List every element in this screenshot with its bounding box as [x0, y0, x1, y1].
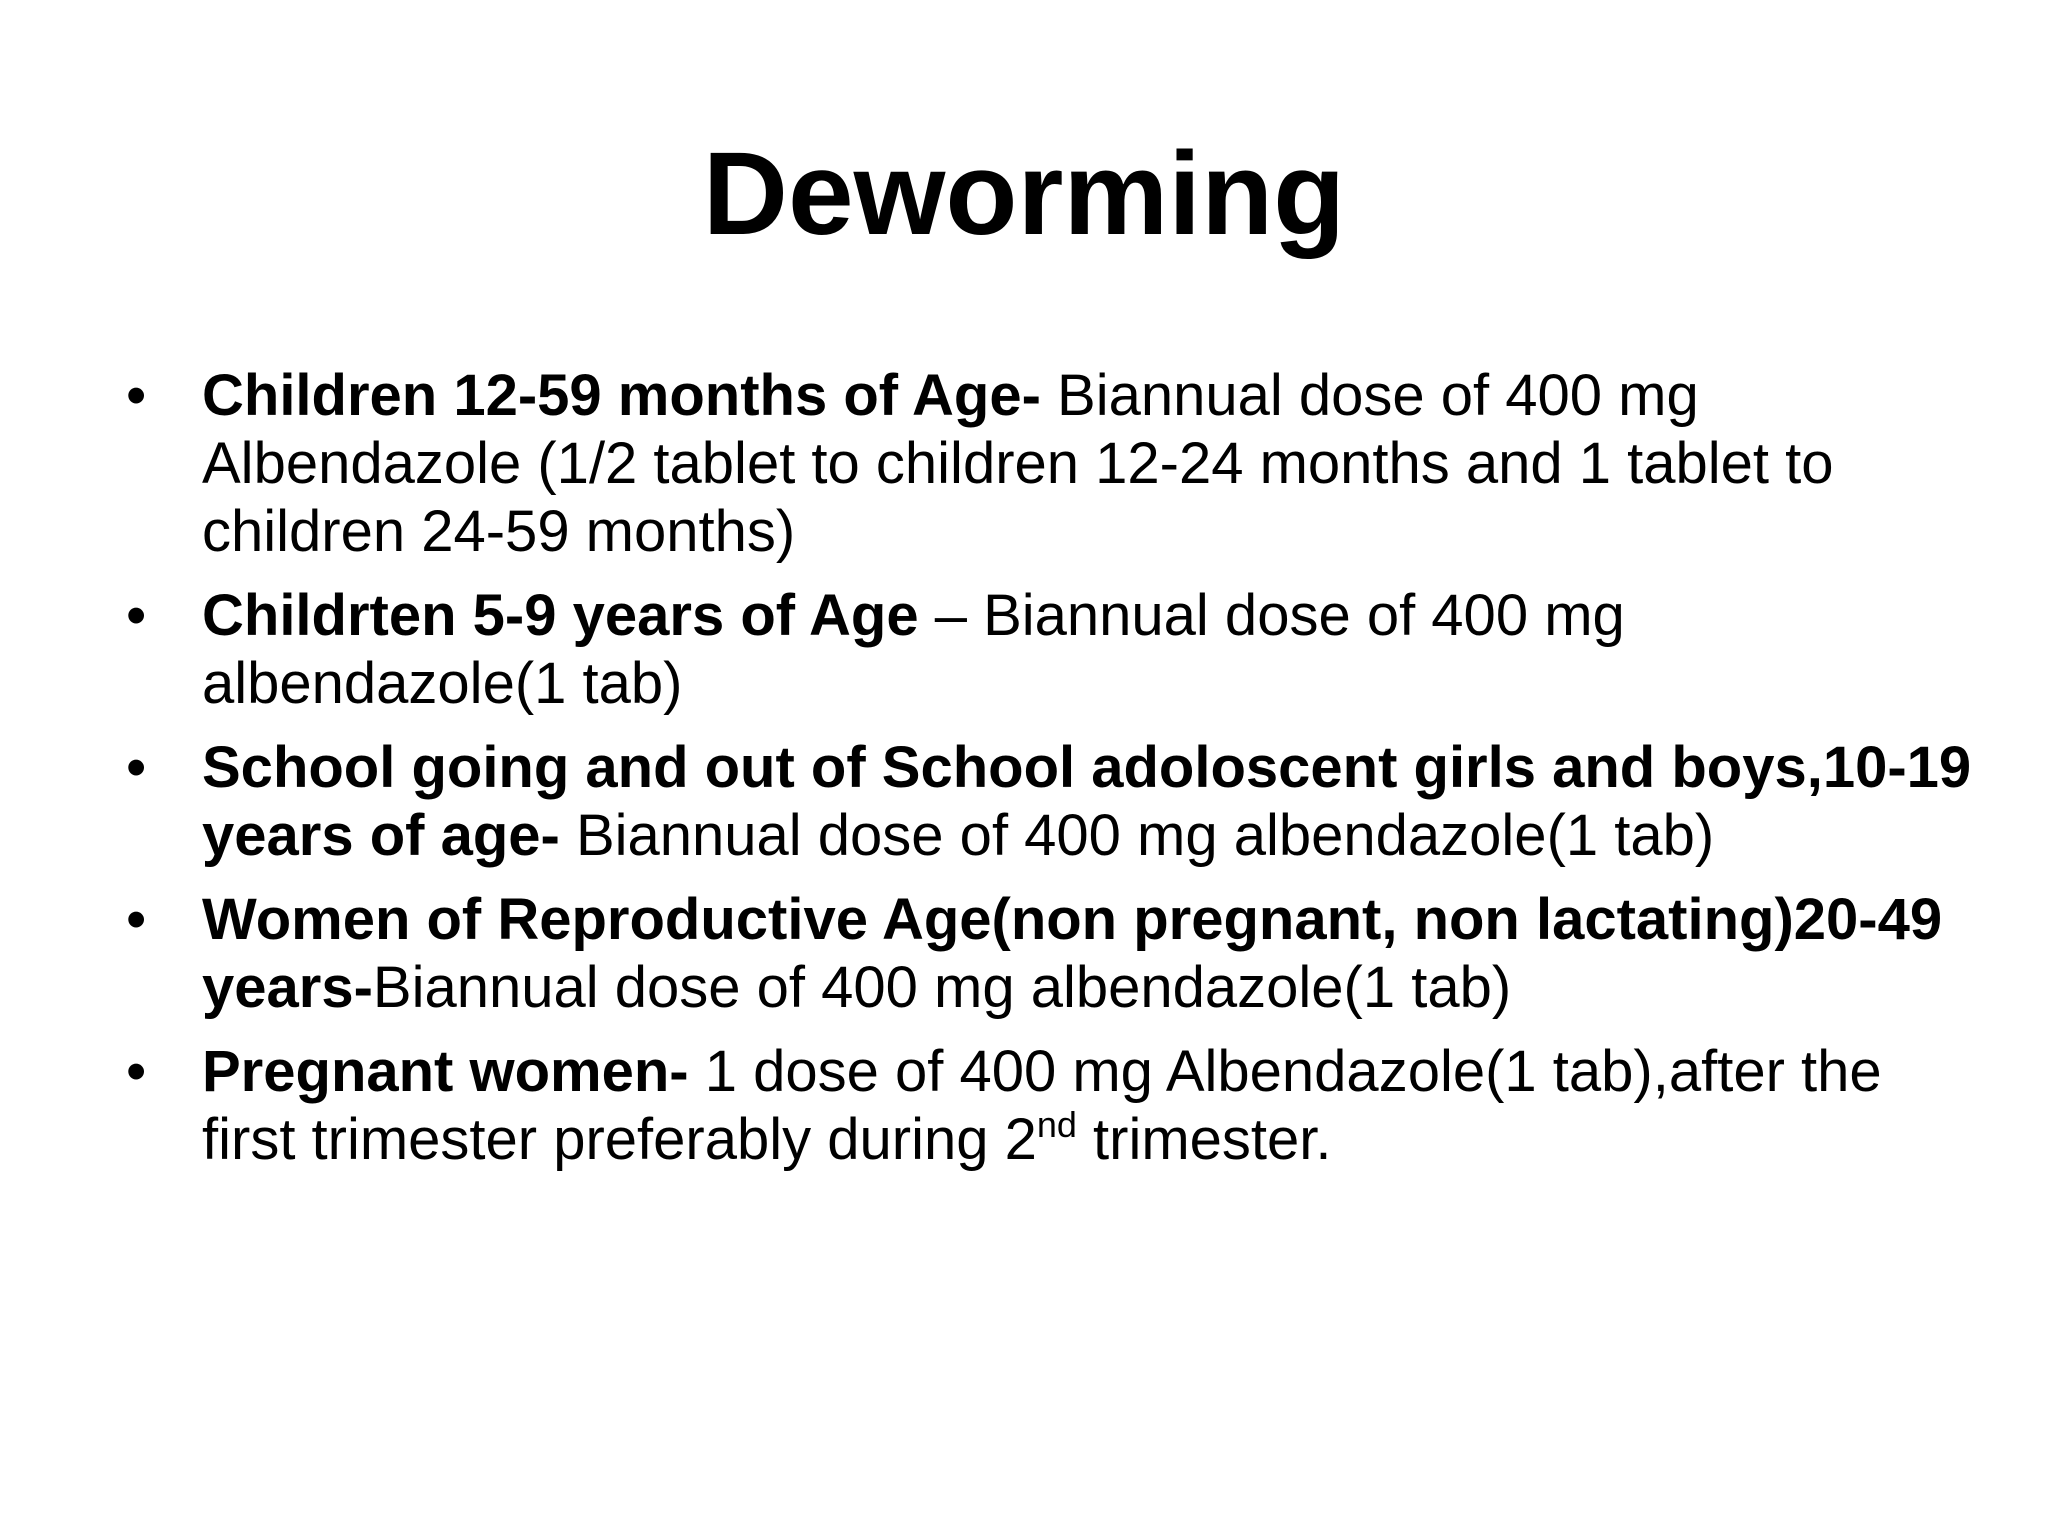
- slide-title: Deworming: [702, 128, 1346, 260]
- bullet-dot-icon: •: [126, 363, 147, 428]
- bullet-list: [120, 362, 1980, 1190]
- bullet-heading: School going and out of School adoloscent girls and boys,10-19 years of age-: [202, 735, 1972, 868]
- bullet-heading: Pregnant women-: [202, 1039, 689, 1104]
- bullet-text: – Biannual dose of 400 mg albendazole(1 tab): [202, 583, 1625, 716]
- bullet-dot-icon: •: [126, 583, 147, 648]
- bullet-dot-icon: •: [126, 1039, 147, 1104]
- bullet-dot-icon: •: [126, 887, 147, 952]
- bullet-heading: Women of Reproductive Age(non pregnant, non lactating)20-49 years-: [202, 887, 1943, 1020]
- bullet-item-women-reproductive-age: [120, 886, 1980, 1022]
- bullet-item-children-12-59-months: [120, 362, 1980, 566]
- bullet-heading: Childrten 5-9 years of Age: [202, 583, 919, 648]
- bullet-text: Biannual dose of 400 mg albendazole(1 tab): [372, 955, 1512, 1020]
- bullet-text: Biannual dose of 400 mg albendazole(1 tab): [559, 803, 1715, 868]
- bullet-text: 1 dose of 400 mg Albendazole(1 tab),after the first trimester preferably during 2: [202, 1039, 1882, 1172]
- bullet-dot-icon: •: [126, 735, 147, 800]
- bullet-item-children-5-9-years: [120, 582, 1980, 718]
- ordinal-superscript: nd: [1036, 1104, 1077, 1145]
- bullet-text-after: trimester.: [1076, 1107, 1332, 1172]
- bullet-item-pregnant-women: [120, 1038, 1980, 1174]
- bullet-item-adolescents-10-19-years: [120, 734, 1980, 870]
- bullet-text: Biannual dose of 400 mg Albendazole (1/2 tablet to children 12-24 months and 1 tablet to children 24-59 months): [202, 363, 1834, 564]
- bullet-heading: Children 12-59 months of Age-: [202, 363, 1041, 428]
